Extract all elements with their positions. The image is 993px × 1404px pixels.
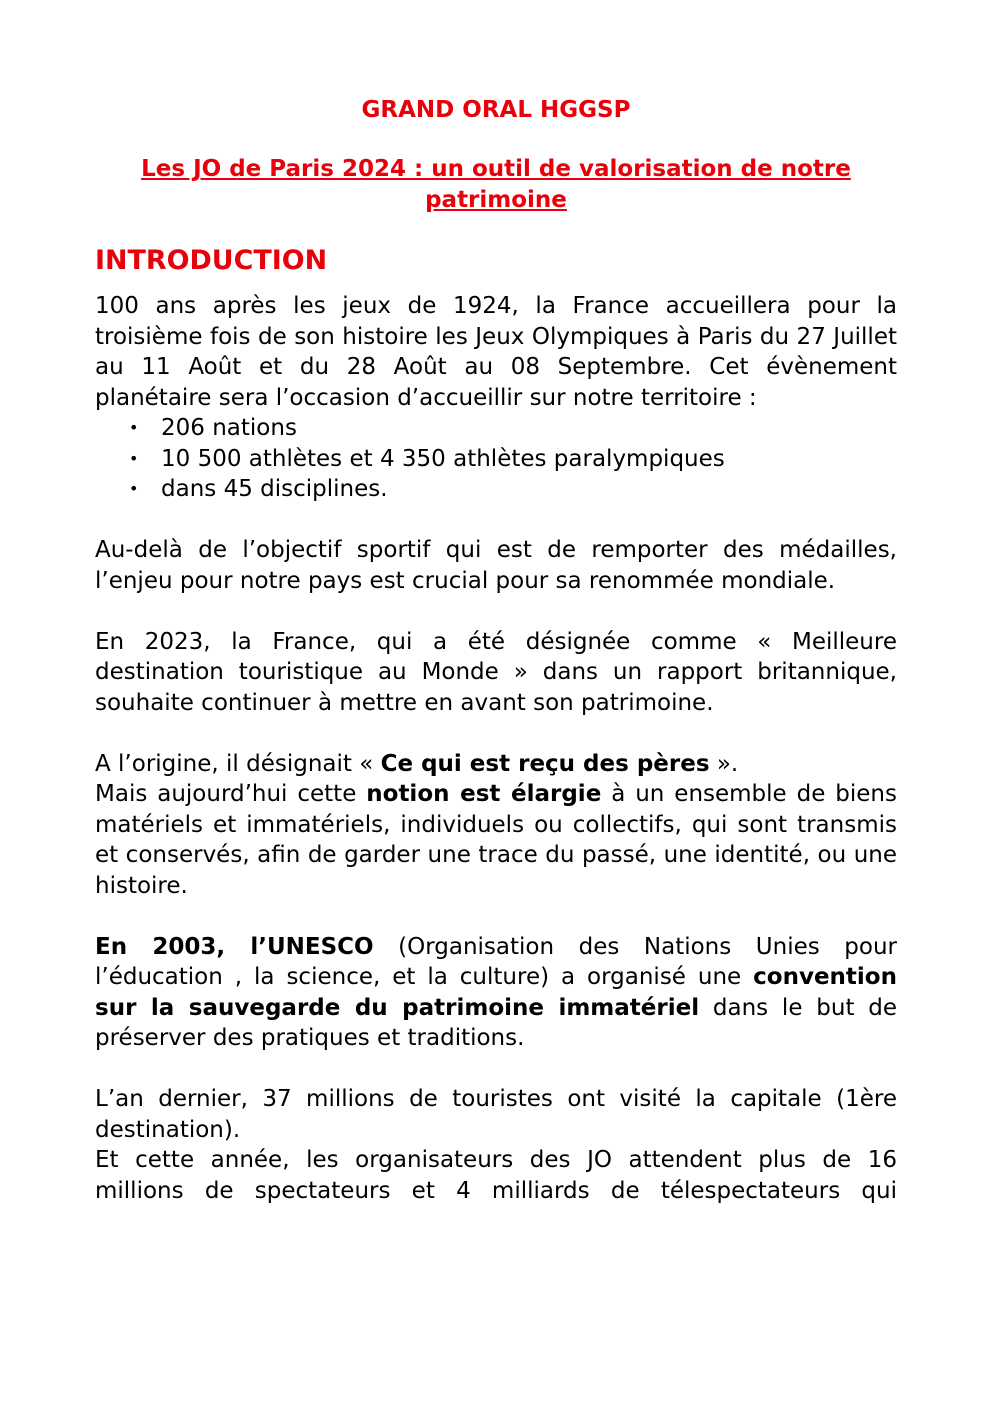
- bullet-icon: •: [129, 418, 139, 437]
- paragraph-origine: [95, 749, 897, 780]
- document-title: GRAND ORAL HGGSP: [361, 97, 631, 123]
- paragraph-enjeu: Au-delà de l’objectif sportif qui est de remporter des médailles, l’enjeu pour notre pays est crucial pour sa renommée mondiale.: [95, 537, 897, 594]
- intro-paragraph: 100 ans après les jeux de 1924, la France accueillera pour la troisième fois de son histoire les Jeux Olympiques à Paris du 27 Juillet au 11 Août et du 28 Août au 08 Septembre. Cet évènement planétaire sera l’occasion d’accueillir sur notre territoire :: [95, 293, 897, 411]
- today-text-after: à un ensemble de biens matériels et immatériels, individuels ou collectifs, qui sont transmis et conservés, afin de garder une trace du passé, une identité, ou une histoire.: [95, 781, 897, 899]
- paragraph-touristes: L’an dernier, 37 millions de touristes ont visité la capitale (1ère destination).: [95, 1086, 897, 1143]
- paragraph-2023: En 2023, la France, qui a été désignée comme « Meilleure destination touristique au Monde » dans un rapport britannique, souhaite continuer à mettre en avant son patrimoine.: [95, 628, 897, 716]
- origin-text-after: ».: [709, 750, 739, 777]
- list-item: [95, 444, 897, 475]
- list-item: [95, 474, 897, 505]
- document-subtitle: Les JO de Paris 2024 : un outil de valorisation de notre patrimoine: [141, 156, 851, 213]
- today-text-before: Mais aujourd’hui cette: [95, 781, 367, 807]
- origin-text-bold: Ce qui est reçu des pères: [380, 750, 710, 777]
- paragraph-aujourdhui: [95, 779, 897, 901]
- list-item: [95, 413, 897, 444]
- unesco-text-bold-1: En 2003, l’UNESCO: [95, 933, 374, 960]
- bullet-icon: •: [129, 479, 139, 498]
- unesco-text-middle: (Organisation des Nations Unies pour l’éducation , la science, et la culture) a organisé une: [95, 933, 897, 990]
- list-item-text: dans 45 disciplines.: [161, 476, 388, 502]
- bullet-icon: •: [129, 448, 139, 468]
- today-text-bold: notion est élargie: [366, 781, 602, 807]
- unesco-text-bold-2: convention sur la sauvegarde du patrimoine immatériel: [95, 964, 897, 1021]
- list-item-text: 206 nations: [161, 415, 297, 441]
- paragraph-spectateurs: Et cette année, les organisateurs des JO attendent plus de 16 millions de spectateurs et 4 milliards de télespectateurs qui: [95, 1147, 897, 1204]
- bullet-list: [95, 413, 897, 505]
- origin-text-before: A l’origine, il désignait «: [95, 750, 381, 777]
- list-item-text: 10 500 athlètes et 4 350 athlètes paralympiques: [161, 445, 725, 472]
- section-heading-introduction: INTRODUCTION: [95, 245, 328, 276]
- document-page: [95, 94, 897, 1206]
- paragraph-unesco: [95, 932, 897, 1054]
- unesco-text-after: dans le but de préserver des pratiques et traditions.: [95, 994, 897, 1051]
